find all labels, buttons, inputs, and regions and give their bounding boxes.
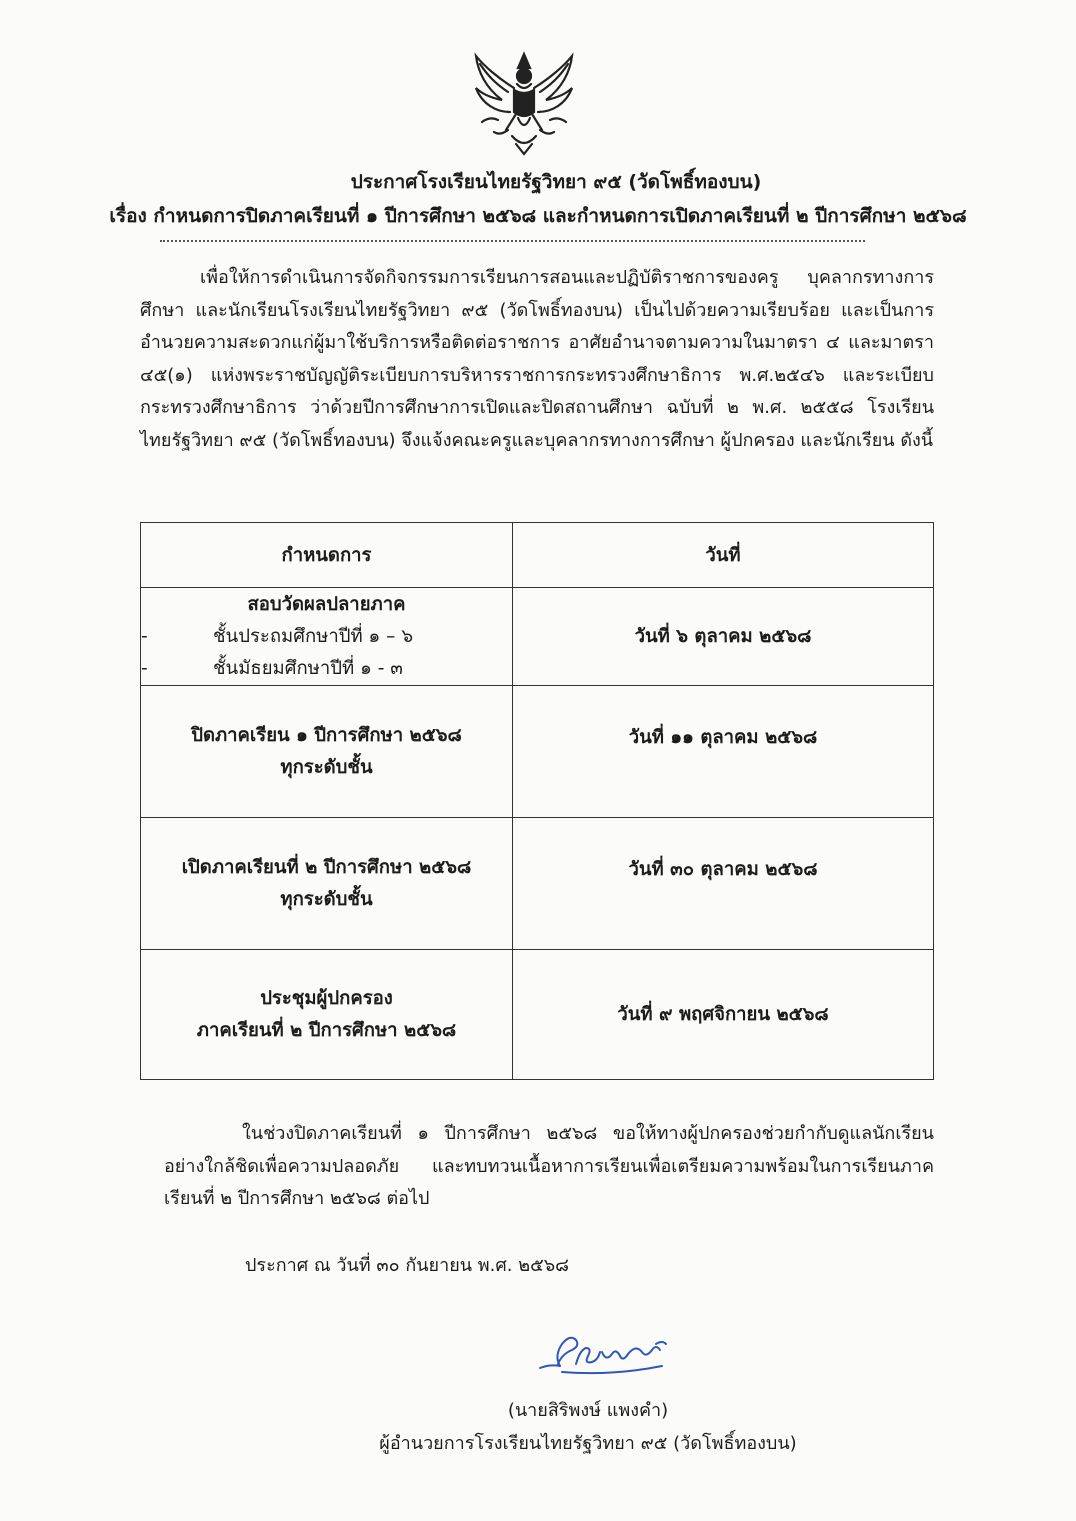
event-cell	[141, 950, 513, 1080]
signatory-name: (นายสิริพงษ์ แพงคำ)	[507, 1400, 669, 1421]
event-sub-text: ชั้นประถมศึกษาปีที่ ๑ – ๖	[213, 625, 414, 647]
announcement-title: ประกาศโรงเรียนไทยรัฐวิทยา ๙๕ (วัดโพธิ์ทองบน)	[350, 171, 762, 193]
bullet-dash: -	[141, 657, 148, 679]
bullet-dash: -	[141, 625, 148, 647]
event-title: ปิดภาคเรียน ๑ ปีการศึกษา ๒๕๖๘	[191, 724, 462, 746]
date-cell: วันที่ ๓๐ ตุลาคม ๒๕๖๘	[513, 818, 934, 950]
event-cell	[141, 818, 513, 950]
handwritten-signature	[532, 1328, 682, 1378]
signatory-position: ผู้อำนวยการโรงเรียนไทยรัฐวิทยา ๙๕ (วัดโพธิ์ทองบน)	[379, 1433, 797, 1454]
table-row	[141, 818, 934, 950]
schedule-table	[140, 522, 934, 1080]
event-cell	[141, 588, 513, 686]
dotted-divider	[160, 240, 865, 242]
date-cell: วันที่ ๑๑ ตุลาคม ๒๕๖๘	[513, 686, 934, 818]
event-subtitle: ทุกระดับชั้น	[280, 756, 373, 778]
garuda-emblem-icon	[468, 48, 580, 160]
announcement-subject: เรื่อง กำหนดการปิดภาคเรียนที่ ๑ ปีการศึกษา ๒๕๖๘ และกำหนดการเปิดภาคเรียนที่ ๒ ปีการศึกษา ๒๕๖๘	[109, 205, 967, 227]
event-title: สอบวัดผลปลายภาค	[247, 593, 406, 615]
event-title: เปิดภาคเรียนที่ ๒ ปีการศึกษา ๒๕๖๘	[181, 856, 472, 878]
date-cell: วันที่ ๙ พฤศจิกายน ๒๕๖๘	[513, 950, 934, 1080]
date-cell: วันที่ ๖ ตุลาคม ๒๕๖๘	[513, 588, 934, 686]
table-row	[141, 588, 934, 686]
event-cell	[141, 686, 513, 818]
intro-paragraph: เพื่อให้การดำเนินการจัดกิจกรรมการเรียนการสอนและปฏิบัติราชการของครู บุคลากรทางการศึกษา และนักเรียนโรงเรียนไทยรัฐวิทยา ๙๕ (วัดโพธิ์ทองบน) เป็นไปด้วยความเรียบร้อย และเป็นการอำนวยความสะดวกแก่ผู้มาใช้บริการหรือติดต่อราชการ อาศัยอำนาจตามความในมาตรา ๔ และมาตรา ๔๕(๑) แห่งพระราชบัญญัติระเบียบการบริหารราชการกระทรวงศึกษาธิการ พ.ศ.๒๕๔๖ และระเบียบกระทรวงศึกษาธิการ ว่าด้วยปีการศึกษาการเปิดและปิดสถานศึกษา ฉบับที่ ๒ พ.ศ. ๒๕๕๘ โรงเรียนไทยรัฐวิทยา ๙๕ (วัดโพธิ์ทองบน) จึงแจ้งคณะครูและบุคลากรทางการศึกษา ผู้ปกครอง และนักเรียน ดังนี้	[140, 267, 934, 451]
event-title: ประชุมผู้ปกครอง	[260, 987, 393, 1009]
header-date: วันที่	[513, 523, 934, 588]
event-subtitle: ทุกระดับชั้น	[280, 888, 373, 910]
event-sub-item	[141, 621, 512, 653]
header-event: กำหนดการ	[141, 523, 513, 588]
event-sub-item	[141, 653, 512, 685]
table-row	[141, 686, 934, 818]
closing-paragraph: ในช่วงปิดภาคเรียนที่ ๑ ปีการศึกษา ๒๕๖๘ ขอให้ทางผู้ปกครองช่วยกำกับดูแลนักเรียนอย่างใกล้ชิดเพื่อความปลอดภัย และทบทวนเนื้อหาการเรียนเพื่อเตรียมความพร้อมในการเรียนภาคเรียนที่ ๒ ปีการศึกษา ๒๕๖๘ ต่อไป	[164, 1123, 934, 1210]
table-row	[141, 950, 934, 1080]
event-sub-text: ชั้นมัธยมศึกษาปีที่ ๑ - ๓	[213, 657, 403, 679]
announcement-date: ประกาศ ณ วันที่ ๓๐ กันยายน พ.ศ. ๒๕๖๘	[245, 1255, 570, 1276]
table-header-row	[141, 523, 934, 588]
event-subtitle: ภาคเรียนที่ ๒ ปีการศึกษา ๒๕๖๘	[196, 1019, 457, 1041]
